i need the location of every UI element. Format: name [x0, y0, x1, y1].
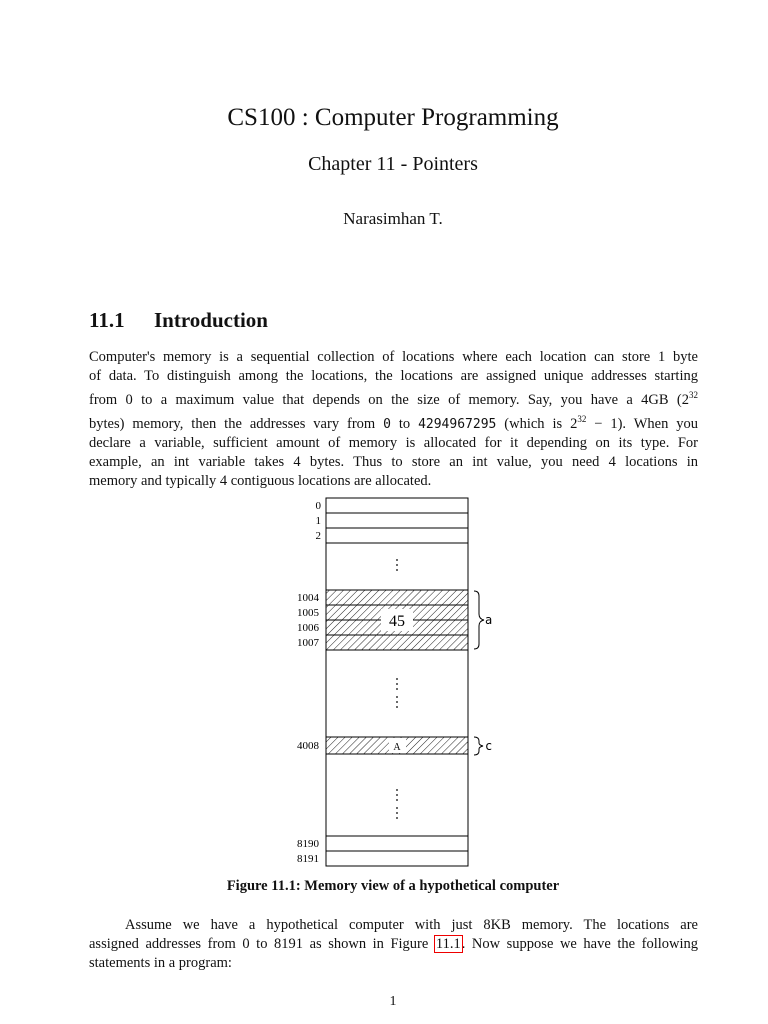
- chapter-subtitle: Chapter 11 - Pointers: [308, 153, 478, 175]
- section-heading: [89, 308, 268, 333]
- memory-cell: [326, 836, 468, 851]
- section-title: Introduction: [154, 308, 268, 332]
- inline-code: 4294967295: [418, 416, 497, 432]
- paragraph-line: memory and typically 4 contiguous locations are allocated.: [89, 472, 432, 489]
- body-paragraph: [89, 916, 698, 973]
- paragraph-line: from 0 to a maximum value that depends on the size of memory. Say, you have a 4GB ($2^{32}$: [89, 390, 698, 408]
- address-label: 4008: [297, 740, 319, 752]
- memory-cell: [326, 513, 468, 528]
- brace-a: [474, 591, 484, 649]
- value-a: 45: [389, 613, 405, 630]
- figure-caption: Figure 11.1: Memory view of a hypothetical computer: [226, 878, 560, 894]
- address-label: 8191: [297, 853, 319, 865]
- paragraph-line: statements in a program:: [89, 955, 232, 971]
- paragraph-line: of data. To distinguish among the locations, the locations are assigned unique addresses starting: [89, 368, 698, 384]
- document-title: CS100 : Computer Programming: [227, 104, 559, 131]
- variable-label-c: c: [485, 739, 493, 753]
- memory-cell: [326, 528, 468, 543]
- address-label: 2: [315, 530, 321, 542]
- memory-cell: [326, 498, 468, 513]
- memory-cell: [326, 851, 468, 866]
- intro-paragraph: [89, 348, 698, 491]
- memory-cell-a: [326, 635, 468, 650]
- paragraph-line: Assume we have a hypothetical computer with just 8KB memory. The locations are: [125, 917, 698, 933]
- paragraph-line: assigned addresses from 0 to 8191 as shown in Figure 11.1. Now suppose we have the following: [89, 936, 699, 952]
- paragraph-line: example, an int variable takes 4 bytes. Thus to store an int value, you need 4 locations in: [89, 453, 698, 470]
- paragraph-line: Computer's memory is a sequential collection of locations where each location can store 1 byte: [89, 349, 698, 365]
- author-name: Narasimhan T.: [343, 209, 443, 228]
- section-number: 11.1: [89, 308, 125, 332]
- exponent: 32: [577, 413, 587, 424]
- exponent: 32: [689, 390, 698, 400]
- paragraph-line: bytes) memory, then the addresses vary from 0 to 4294967295 (which is $2^{32} - 1$). When you: [89, 413, 699, 432]
- paragraph-line: declare a variable, sufficient amount of memory is allocated for it depending on its type. For: [89, 434, 698, 451]
- address-label: 1004: [297, 592, 319, 604]
- address-label: 0: [315, 500, 321, 512]
- inline-code: 0: [383, 416, 391, 432]
- address-label: 1007: [297, 637, 319, 649]
- memory-gap: [326, 543, 468, 590]
- address-label: 1006: [297, 622, 319, 634]
- address-label: 8190: [297, 838, 319, 850]
- figure-reference-link[interactable]: 11.1: [435, 936, 461, 952]
- memory-cell-a: [326, 590, 468, 605]
- memory-gap: [326, 650, 468, 737]
- address-label: 1: [315, 515, 321, 527]
- value-c: A: [393, 742, 401, 753]
- brace-c: [474, 737, 483, 755]
- address-label: 1005: [297, 607, 319, 619]
- memory-diagram: [0, 490, 768, 875]
- page-number: 1: [389, 994, 397, 1009]
- variable-label-a: a: [485, 613, 493, 627]
